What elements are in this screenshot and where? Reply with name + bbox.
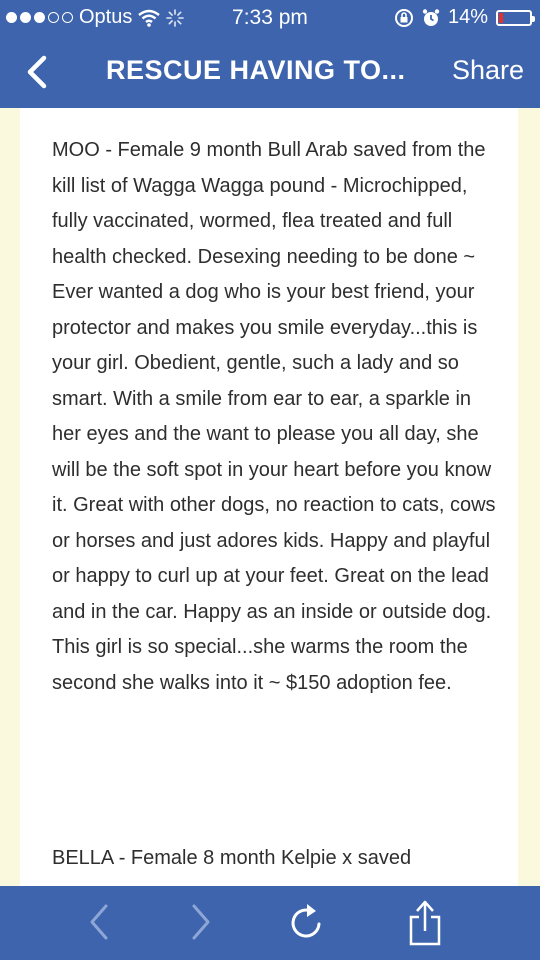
alarm-icon xyxy=(422,8,440,28)
status-right xyxy=(394,6,532,29)
battery-percent: 14% xyxy=(447,6,488,28)
header xyxy=(0,0,540,108)
article-content xyxy=(20,108,518,886)
back-chevron-icon[interactable] xyxy=(20,52,56,92)
browser-toolbar xyxy=(0,886,540,960)
rotation-lock-icon xyxy=(394,8,414,28)
status-bar xyxy=(0,0,540,36)
battery-icon xyxy=(496,10,532,26)
share-icon[interactable] xyxy=(404,900,446,946)
battery-level xyxy=(499,13,503,23)
forward-arrow-icon[interactable] xyxy=(188,900,216,944)
clock: 7:33 pm xyxy=(232,6,308,29)
carrier-name: Optus xyxy=(79,6,133,28)
article-paragraph: BELLA - Female 8 month Kelpie x saved xyxy=(52,847,412,869)
page-title: RESCUE HAVING TO... xyxy=(106,55,406,85)
reload-icon[interactable] xyxy=(287,900,327,944)
share-button[interactable]: Share xyxy=(451,55,524,85)
back-arrow-icon[interactable] xyxy=(84,900,112,944)
article-paragraph: MOO - Female 9 month Bull Arab saved from the kill list of Wagga Wagga pound - Microchipped, fully vaccinated, wormed, flea treated and full health checked. Desexing needing to be done ~ Ever wanted a dog who is your best friend, your protector and makes you smile everyday...this is your girl. Obedient, gentle, such a lady and so smart. With a smile from ear to ear, a sparkle in her eyes and the want to please you all day, she will be the soft spot in your heart before you know it. Great with other dogs, no reaction to cats, cows or horses and just adores kids. Happy and playful or happy to curl up at your feet. Great on the lead and in the car. Happy as an inside or outside dog. This girl is so special...she warms the room the second she walks into it ~ $150 adoption fee. xyxy=(52,139,496,694)
navigation-bar xyxy=(0,36,540,108)
